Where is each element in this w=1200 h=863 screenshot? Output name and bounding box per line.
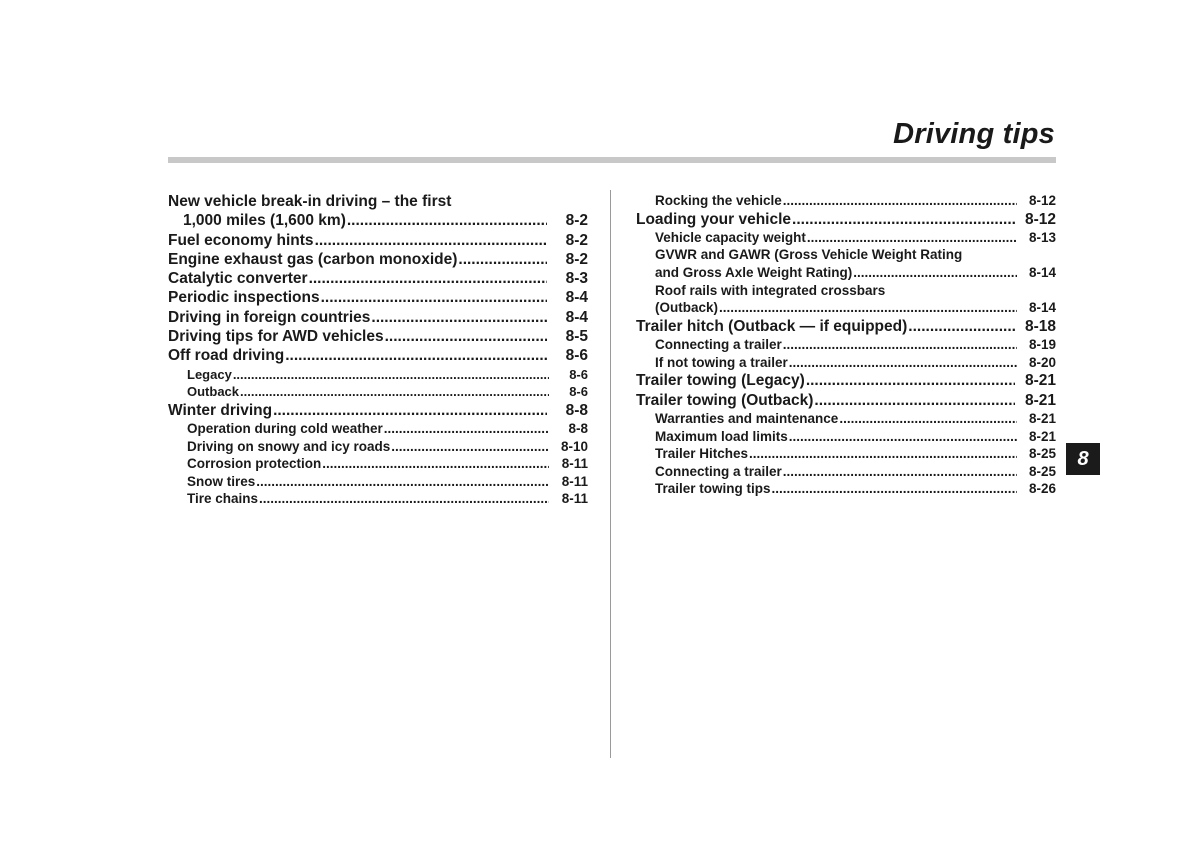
toc-entry-label: Trailer towing (Legacy): [636, 372, 805, 390]
dot-leader: [233, 366, 549, 384]
toc-entry-break-in[interactable]: [168, 211, 588, 230]
toc-subentry-trailer-hitches[interactable]: [636, 445, 1056, 463]
toc-subentry-cold-weather[interactable]: [168, 420, 588, 438]
toc-entry-label: Connecting a trailer: [655, 337, 782, 353]
toc-entry-label: Trailer towing tips: [655, 481, 771, 497]
dot-leader: [807, 229, 1017, 247]
toc-entry-label: Outback: [187, 384, 240, 400]
toc-entry-trailer-towing-outback[interactable]: [636, 391, 1056, 410]
toc-page-number: 8-4: [565, 308, 588, 326]
toc-page-number: 8-26: [1028, 481, 1056, 497]
toc-entry-awd-tips[interactable]: [168, 327, 588, 346]
toc-page-number: 8-6: [565, 347, 588, 365]
toc-subentry-tire-chains[interactable]: [168, 490, 588, 508]
toc-entry-label: Trailer hitch (Outback — if equipped): [636, 317, 908, 335]
toc-entry-label: Tire chains: [187, 491, 259, 507]
toc-entry-off-road[interactable]: [168, 346, 588, 365]
toc-entry-label: Trailer Hitches: [655, 446, 749, 462]
toc-entry-label: Trailer towing (Outback): [636, 391, 814, 409]
toc-entry-label: Driving in foreign countries: [168, 308, 371, 326]
toc-subentry-roof-rails-line1[interactable]: Roof rails with integrated crossbars: [655, 282, 886, 298]
toc-subentry-rocking-vehicle[interactable]: [636, 192, 1056, 210]
toc-entry-break-in-line1[interactable]: New vehicle break-in driving – the first: [168, 193, 452, 210]
dot-leader: [789, 354, 1017, 372]
toc-page-number: 8-11: [561, 456, 588, 472]
toc-page-number: 8-21: [1024, 391, 1056, 409]
toc-subentry-connecting-trailer[interactable]: [636, 336, 1056, 354]
toc-subentry-connecting-trailer-2[interactable]: [636, 463, 1056, 481]
toc-subentry-max-load-limits[interactable]: [636, 428, 1056, 446]
toc-entry-label: Periodic inspections: [168, 289, 320, 307]
toc-entry-catalytic-converter[interactable]: [168, 269, 588, 288]
toc-page-number: 8-2: [565, 231, 588, 249]
dot-leader: [315, 231, 547, 250]
toc-entry-label: Snow tires: [187, 473, 256, 489]
toc-subentry-capacity-weight[interactable]: [636, 229, 1056, 247]
dot-leader: [371, 308, 547, 327]
toc-entry-label: and Gross Axle Weight Rating): [655, 265, 853, 281]
dot-leader: [806, 371, 1015, 390]
dot-leader: [322, 455, 549, 473]
toc-entry-label: Winter driving: [168, 401, 273, 419]
toc-subentry-not-towing[interactable]: [636, 354, 1056, 372]
column-divider: [610, 190, 611, 758]
toc-page-number: 8-14: [1028, 300, 1056, 316]
dot-leader: [256, 473, 549, 491]
toc-page-number: 8-6: [569, 366, 588, 382]
toc-page-number: 8-8: [565, 401, 588, 419]
toc-entry-foreign-countries[interactable]: [168, 308, 588, 327]
toc-entry-label: Corrosion protection: [187, 456, 322, 472]
toc-entry-trailer-hitch-outback[interactable]: [636, 317, 1056, 336]
dot-leader: [789, 428, 1017, 446]
toc-page-number: 8-18: [1024, 317, 1056, 335]
dot-leader: [240, 383, 549, 401]
toc-page-number: 8-8: [568, 420, 588, 436]
toc-page-number: 8-14: [1028, 265, 1056, 281]
dot-leader: [783, 463, 1017, 481]
toc-page-number: 8-6: [569, 384, 588, 400]
dot-leader: [783, 192, 1017, 210]
toc-subentry-snow-tires[interactable]: [168, 473, 588, 491]
toc-page-number: 8-11: [561, 491, 588, 507]
dot-leader: [321, 288, 547, 307]
dot-leader: [839, 410, 1017, 428]
toc-entry-label: Legacy: [187, 366, 232, 382]
dot-leader: [385, 327, 547, 346]
toc-entry-label: Engine exhaust gas (carbon monoxide): [168, 250, 458, 268]
dot-leader: [749, 445, 1017, 463]
toc-subentry-outback[interactable]: [168, 383, 588, 401]
toc-page-number: 8-21: [1028, 428, 1056, 444]
toc-entry-label: (Outback): [655, 300, 719, 316]
dot-leader: [458, 250, 547, 269]
toc-entry-label: Loading your vehicle: [636, 210, 792, 228]
toc-entry-label: If not towing a trailer: [655, 354, 788, 370]
toc-subentry-warranties[interactable]: [636, 410, 1056, 428]
dot-leader: [285, 346, 547, 365]
toc-page-number: 8-5: [565, 328, 588, 346]
dot-leader: [792, 210, 1015, 229]
toc-page-number: 8-19: [1028, 337, 1056, 353]
toc-entry-trailer-towing-legacy[interactable]: [636, 371, 1056, 390]
toc-entry-label: Connecting a trailer: [655, 463, 782, 479]
toc-page-number: 8-2: [565, 250, 588, 268]
toc-entry-label: Catalytic converter: [168, 270, 308, 288]
title-rule: [168, 157, 1056, 163]
dot-leader: [309, 269, 547, 288]
toc-entry-label: Driving on snowy and icy roads: [187, 438, 391, 454]
dot-leader: [719, 299, 1017, 317]
toc-entry-label: Warranties and maintenance: [655, 410, 839, 426]
dot-leader: [347, 211, 547, 230]
toc-subentry-roof-rails[interactable]: [636, 299, 1056, 317]
toc-entry-label: Fuel economy hints: [168, 231, 314, 249]
toc-entry-label: Rocking the vehicle: [655, 193, 782, 208]
dot-leader: [259, 490, 549, 508]
toc-page-number: 8-12: [1024, 210, 1056, 228]
toc-page-number: 8-21: [1024, 372, 1056, 390]
toc-page-number: 8-2: [565, 212, 588, 230]
toc-subentry-corrosion-protection[interactable]: [168, 455, 588, 473]
dot-leader: [853, 264, 1017, 282]
toc-entry-fuel-economy[interactable]: [168, 231, 588, 250]
toc-page-number: 8-10: [560, 438, 588, 454]
toc-subentry-legacy[interactable]: [168, 366, 588, 384]
dot-leader: [772, 480, 1017, 498]
dot-leader: [384, 420, 549, 438]
dot-leader: [908, 317, 1015, 336]
toc-entry-label: Operation during cold weather: [187, 420, 383, 436]
toc-page-number: 8-20: [1028, 354, 1056, 370]
chapter-thumb-tab[interactable]: 8: [1066, 443, 1100, 475]
toc-page-number: 8-11: [561, 473, 588, 489]
toc-entry-winter-driving[interactable]: [168, 401, 588, 420]
toc-entry-label: Maximum load limits: [655, 428, 788, 444]
toc-entry-label: Driving tips for AWD vehicles: [168, 328, 384, 346]
toc-page-number: 8-12: [1028, 193, 1056, 208]
toc-entry-loading-vehicle[interactable]: [636, 210, 1056, 229]
toc-entry-label: Off road driving: [168, 347, 285, 365]
toc-left-column: [168, 192, 588, 508]
toc-page-number: 8-3: [565, 270, 588, 288]
dot-leader: [391, 438, 549, 456]
dot-leader: [273, 401, 547, 420]
toc-subentry-gvwr[interactable]: [636, 264, 1056, 282]
toc-subentry-towing-tips[interactable]: [636, 480, 1056, 498]
toc-entry-engine-exhaust[interactable]: [168, 250, 588, 269]
toc-entry-periodic-inspections[interactable]: [168, 288, 588, 307]
toc-page-number: 8-4: [565, 289, 588, 307]
toc-subentry-snowy-icy-roads[interactable]: [168, 438, 588, 456]
toc-entry-label: 1,000 miles (1,600 km): [183, 212, 346, 230]
toc-entry-label: Vehicle capacity weight: [655, 229, 806, 245]
toc-subentry-gvwr-line1[interactable]: GVWR and GAWR (Gross Vehicle Weight Rating: [655, 247, 963, 263]
dot-leader: [783, 336, 1017, 354]
toc-page-number: 8-25: [1028, 446, 1056, 462]
chapter-title: Driving tips: [893, 118, 1055, 150]
dot-leader: [814, 391, 1015, 410]
toc-page-number: 8-21: [1028, 410, 1056, 426]
toc-right-column: [636, 192, 1056, 498]
toc-page-number: 8-25: [1028, 463, 1056, 479]
toc-page-number: 8-13: [1028, 229, 1056, 245]
